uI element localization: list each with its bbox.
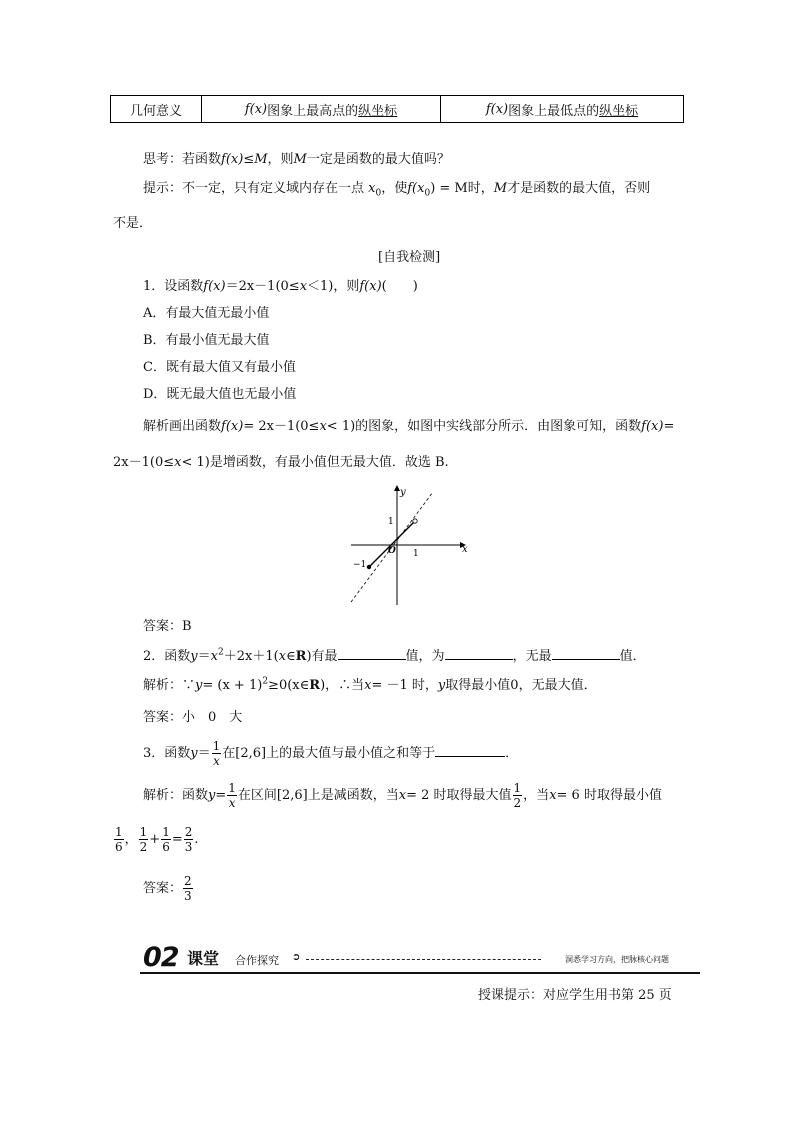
q3-sol-text: 解析：函数 <box>143 788 209 803</box>
numerator: 2 <box>184 874 192 888</box>
f-symbol: f(x <box>407 181 425 196</box>
denominator: x <box>213 754 220 768</box>
think-text: 一定是函数的最大值吗？ <box>306 152 450 167</box>
fraction-1-over-x <box>227 782 237 809</box>
q3-sol-text: = 2 时取得最大值 <box>406 788 512 803</box>
q1-sol-text: < 1)的图象，如图中实线部分所示．由图象可知，函数 <box>326 419 642 434</box>
equals-sign: = <box>171 832 183 847</box>
denominator: 2 <box>139 840 148 854</box>
banner-underline <box>140 972 700 974</box>
numerator: 1 <box>513 781 522 795</box>
superscript: 2 <box>262 676 269 687</box>
q1-text: 1．设函数 <box>143 279 204 294</box>
y-symbol: y <box>195 678 203 693</box>
numerator: 1 <box>228 781 236 795</box>
fraction-1-over-2 <box>513 782 523 809</box>
q2-answer: 答案：小 0 大 <box>143 710 243 725</box>
x-symbol: x <box>278 649 287 664</box>
q1-sol-text: 解析画出函数 <box>143 419 222 434</box>
table-max-underline: 纵坐标 <box>358 103 398 119</box>
arrow-icon: ➲ <box>292 952 301 963</box>
y-symbol: y <box>190 746 198 761</box>
x-tick-1: 1 <box>413 549 419 559</box>
q1-solution-line-1 <box>143 419 674 435</box>
fraction-2-over-3 <box>183 875 193 902</box>
q1-sol-text: 2x－1(0≤ <box>113 455 175 470</box>
q1-sol-text: = <box>663 419 675 434</box>
q2-text: ＋2x＋1( <box>223 649 279 664</box>
q2-text: )有最 <box>306 649 338 664</box>
denominator: 6 <box>162 840 170 854</box>
fx-symbol: f(x) <box>203 279 226 294</box>
numerator: 1 <box>212 739 221 753</box>
table-min-underline: 纵坐标 <box>599 103 639 119</box>
table-cell-max <box>202 96 441 122</box>
q1-stem <box>143 279 418 295</box>
q3-answer <box>143 875 194 902</box>
y-symbol: y <box>208 788 216 803</box>
section-subtitle: 合作探究 <box>235 954 279 967</box>
closed-endpoint <box>367 565 371 569</box>
R-symbol: R <box>309 678 321 693</box>
period: . <box>194 832 199 847</box>
fx-symbol: f(x) <box>641 419 664 434</box>
q3-text: 在[2,6]上的最大值与最小值之和等于 <box>222 746 436 761</box>
x-symbol: x <box>368 181 376 196</box>
denominator: 2 <box>513 796 522 810</box>
blank-4 <box>435 744 505 757</box>
y-tick-neg1: −1 <box>353 560 367 570</box>
q1-option-d: D．既无最大值也无最小值 <box>143 387 297 402</box>
table-cell-min <box>441 96 683 122</box>
fraction-2-over-3 <box>184 826 194 853</box>
numerator: 1 <box>162 825 170 839</box>
hint-line-1 <box>143 181 650 197</box>
x-symbol: x <box>364 678 372 693</box>
q3-sol-text: = <box>215 788 227 803</box>
x-symbol: x <box>319 419 327 434</box>
fraction-1-over-6 <box>161 826 171 853</box>
q2-text: ，无最 <box>512 649 552 664</box>
q2-text: 值． <box>619 649 646 664</box>
hint-text: 时， <box>467 181 494 196</box>
fraction-1-over-6 <box>114 826 124 853</box>
section-banner <box>140 940 700 974</box>
subscript: 0 <box>375 188 382 199</box>
M-symbol: M <box>254 152 268 167</box>
dashed-divider <box>306 959 541 960</box>
think-text: 思考：若函数 <box>143 152 222 167</box>
q1-sol-text: < 1)是增函数，有最小值但无最大值．故选 B. <box>181 455 449 470</box>
section-title: 课堂 <box>187 949 220 968</box>
x-symbol: x <box>174 455 182 470</box>
y-axis-label: y <box>400 487 406 498</box>
think-text: ≤ <box>243 152 255 167</box>
q2-text: 2．函数 <box>143 649 191 664</box>
hint-line-2: 不是． <box>113 216 153 231</box>
denominator: x <box>228 796 236 810</box>
section-number: 02 <box>143 942 179 973</box>
subscript: 0 <box>424 188 431 199</box>
q3-solution-line-2 <box>113 826 199 853</box>
q3-sol-text: 在区间[2,6]上是减函数，当 <box>237 788 399 803</box>
q2-sol-text: 取得最小值 <box>445 678 511 693</box>
q1-text: ＜1)，则 <box>307 279 360 294</box>
table-max-text: 图象上最高点的 <box>267 103 359 119</box>
table-min-text: 图象上最低点的 <box>508 103 600 119</box>
q2-sol-text: )，∴当 <box>320 678 365 693</box>
y-tick-1: 1 <box>388 517 394 527</box>
q2-sol-text: = －1 时， <box>371 678 438 693</box>
numerator: 2 <box>184 825 193 839</box>
q1-text: ＝2x－1(0≤ <box>225 279 300 294</box>
M-symbol: M <box>493 181 508 196</box>
think-text: ，则 <box>267 152 294 167</box>
section-tagline: 洞悉学习方向，把脉核心问题 <box>565 955 669 964</box>
q1-answer: 答案：B <box>143 619 192 634</box>
q2-sol-text: ，无最大值． <box>518 678 597 693</box>
numerator: 1 <box>139 825 148 839</box>
fx-symbol: f(x) <box>221 419 244 434</box>
q3-sol-text: = 6 时取得最小值 <box>556 788 662 803</box>
q2-sol-text: 0 <box>510 678 519 693</box>
q1-option-b: B．有最小值无最大值 <box>143 333 270 348</box>
M-symbol: M <box>293 152 307 167</box>
denominator: 3 <box>184 840 193 854</box>
separator: ， <box>124 832 138 847</box>
hint-text: ) = M <box>430 181 468 196</box>
x-symbol: x <box>549 788 557 803</box>
q2-solution <box>143 678 597 694</box>
fx-symbol: f(x) <box>244 101 268 117</box>
hint-text: 才是函数的最大值，否则 <box>507 181 651 196</box>
blank-2 <box>445 647 513 660</box>
q2-text: ＝ <box>197 649 211 664</box>
q3-text: ． <box>505 746 519 761</box>
y-symbol: y <box>190 649 198 664</box>
q2-stem <box>143 647 646 665</box>
blank-1 <box>338 647 406 660</box>
q2-sol-text: 解析：∵ <box>143 678 196 693</box>
q1-option-c: C．既有最大值又有最小值 <box>143 360 296 375</box>
q1-text: ( ) <box>381 279 418 294</box>
q3-sol-text: ，当 <box>523 788 550 803</box>
q2-text: ∈ <box>286 649 296 664</box>
x-axis-label: x <box>462 544 468 555</box>
hint-text: ，使 <box>381 181 408 196</box>
footer-note: 授课提示：对应学生用书第 25 页 <box>478 988 672 1003</box>
blank-3 <box>552 647 620 660</box>
q2-text: 值，为 <box>405 649 445 664</box>
q3-stem <box>143 740 518 767</box>
definition-table-row <box>110 95 684 123</box>
think-question <box>143 152 450 168</box>
q2-sol-text: = (x + 1) <box>202 678 263 693</box>
function-graph <box>345 480 475 610</box>
hint-text: 提示：不一定，只有定义域内存在一点 <box>143 181 365 196</box>
fx-symbol: f(x) <box>221 152 244 167</box>
self-check-heading: [自我检测] <box>378 250 441 265</box>
table-label-text: 几何意义 <box>129 103 182 119</box>
y-symbol: y <box>437 678 446 693</box>
q2-sol-text: ≥0(x∈ <box>268 678 310 693</box>
answer-label: 答案： <box>143 881 183 896</box>
superscript: 2 <box>218 647 224 658</box>
x-symbol: x <box>210 649 218 664</box>
q1-option-a: A．有最大值无最小值 <box>143 306 270 321</box>
fraction-1-over-2 <box>139 826 149 853</box>
fraction-1-over-x <box>212 740 222 767</box>
q3-text: ＝ <box>197 746 211 761</box>
q1-solution-line-2 <box>113 455 449 471</box>
x-symbol: x <box>398 788 407 803</box>
q3-solution-line-1 <box>143 782 662 809</box>
q1-sol-text: = 2x－1(0≤ <box>243 419 320 434</box>
q3-text: 3．函数 <box>143 746 191 761</box>
solid-segment <box>369 521 415 567</box>
numerator: 1 <box>115 825 123 839</box>
fx-symbol: f(x) <box>359 279 382 294</box>
open-endpoint <box>413 519 417 523</box>
x-symbol: x <box>299 279 308 294</box>
denominator: 3 <box>184 889 192 903</box>
R-symbol: R <box>295 649 307 664</box>
plus-sign: + <box>149 832 161 847</box>
fx-symbol: f(x) <box>485 101 509 117</box>
origin-label: O <box>388 546 396 556</box>
denominator: 6 <box>115 840 123 854</box>
table-cell-label <box>111 96 202 122</box>
